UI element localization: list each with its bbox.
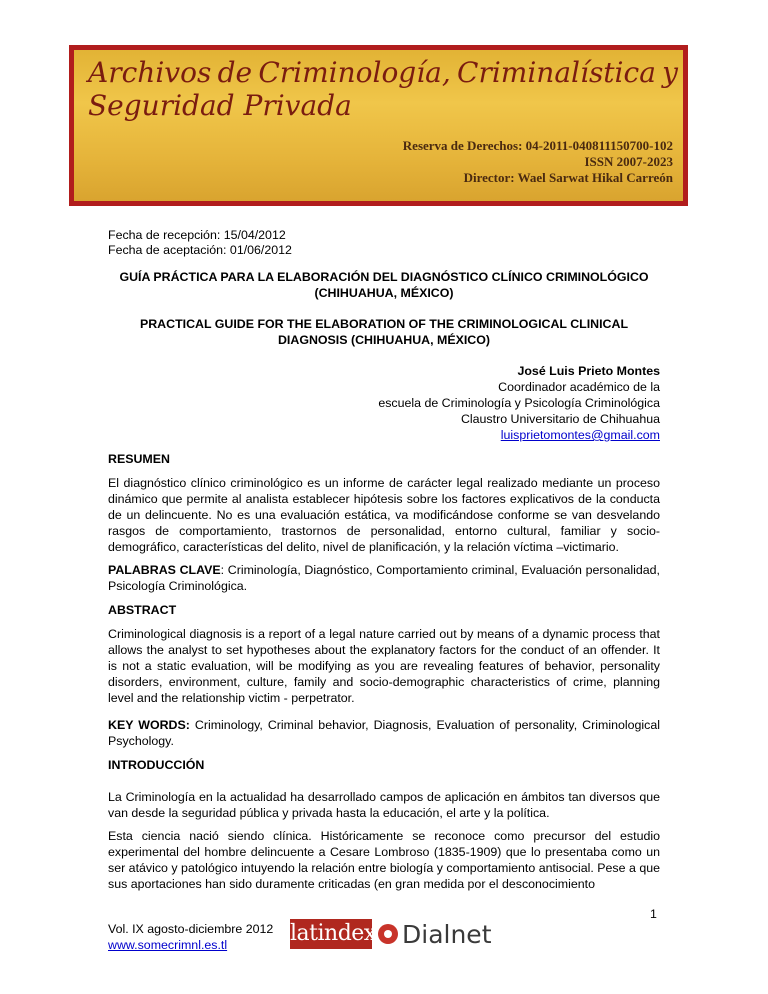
intro-paragraph-1: La Criminología en la actualidad ha desarrollado campos de aplicación en ámbitos tan diversos que van desde la seguridad pública y privada hasta la educación, el arte y la política. <box>108 790 660 820</box>
dialnet-logo-text: Dialnet <box>402 919 492 949</box>
title-en-line1: PRACTICAL GUIDE FOR THE ELABORATION OF THE CRIMINOLOGICAL CLINICAL <box>139 317 629 331</box>
reserva-label: Reserva de Derechos <box>402 138 519 153</box>
author-email-link[interactable]: luisprietomontes@gmail.com <box>500 428 660 442</box>
author-institution: Claustro Universitario de Chihuahua <box>460 412 660 426</box>
resumen-heading: RESUMEN <box>108 452 170 466</box>
key-words-label: KEY WORDS: <box>108 718 190 732</box>
issn: ISSN 2007-2023 <box>584 154 673 169</box>
intro-heading: INTRODUCCIÓN <box>108 758 205 772</box>
title-es-line2: (CHIHUAHUA, MÉXICO) <box>314 286 454 300</box>
resumen-body: El diagnóstico clínico criminológico es un informe de carácter legal realizado mediante un proceso dinámico que permite al analista establecer hipótesis sobre los factores explicativos de la conducta de un delincuente. No es una evaluación estática, va modificándose conforme se van desvelando rasgos de comportamiento, trastornos de personalidad, entorno cultural, familiar y socio-demográfico, características del delito, nivel de planificación, y la relación víctima –victimario. <box>108 476 660 554</box>
date-received: Fecha de recepción: 15/04/2012 <box>108 228 286 242</box>
reserva-value: : 04-2011-040811150700-102 <box>518 138 673 153</box>
footer-volume: Vol. IX agosto-diciembre 2012 <box>108 922 274 936</box>
footer-url-link[interactable]: www.somecrimnl.es.tl <box>108 938 228 952</box>
title-en-line2: DIAGNOSIS (CHIHUAHUA, MÉXICO) <box>277 333 491 347</box>
journal-title <box>88 56 678 122</box>
journal-info <box>403 138 673 186</box>
director-label: Director <box>463 170 511 185</box>
latindex-logo[interactable]: latindex <box>290 919 372 949</box>
palabras-clave-label: PALABRAS CLAVE <box>108 563 221 577</box>
author-role: Coordinador académico de la <box>498 380 660 394</box>
journal-title-word: Criminalística <box>457 56 656 89</box>
page-number: 1 <box>650 907 657 921</box>
date-accepted: Fecha de aceptación: 01/06/2012 <box>108 243 292 257</box>
palabras-clave <box>108 562 660 594</box>
journal-banner <box>69 45 688 206</box>
palabras-clave-text: : Criminología, Diagnóstico, Comportamiento criminal, Evaluación personalidad, Psicología Criminológica. <box>108 563 660 593</box>
title-es-line1: GUÍA PRÁCTICA PARA LA ELABORACIÓN DEL DIAGNÓSTICO CLÍNICO CRIMINOLÓGICO <box>119 270 649 284</box>
dialnet-mark-icon <box>378 924 398 944</box>
journal-title-line2: Seguridad Privada <box>88 89 352 122</box>
journal-title-word: Criminología, <box>258 56 451 89</box>
director-value: : Wael Sarwat Hikal Carreón <box>510 170 673 185</box>
key-words <box>108 717 660 749</box>
journal-title-word: Archivos <box>88 56 212 89</box>
intro-paragraph-2: Esta ciencia nació siendo clínica. Históricamente se reconoce como precursor del estudio experimental del hombre delincuente a Cesare Lombroso (1835-1909) que lo presentaba como un ser atávico y patológico intuyendo la relación entre biología y comportamiento antisocial. Pese a que sus aportaciones han sido duramente criticadas (en gran medida por el desconocimiento <box>108 829 660 891</box>
author-name: José Luis Prieto Montes <box>517 364 660 378</box>
journal-title-word: de <box>217 56 253 89</box>
author-school: escuela de Criminología y Psicología Criminológica <box>378 396 660 410</box>
abstract-heading: ABSTRACT <box>108 603 177 617</box>
dialnet-logo[interactable] <box>378 919 492 949</box>
key-words-text: Criminology, Criminal behavior, Diagnosis, Evaluation of personality, Criminological Psychology. <box>108 718 660 748</box>
abstract-body: Criminological diagnosis is a report of a legal nature carried out by means of a dynamic process that allows the analyst to set hypotheses about the explanatory factors for the conduct of an offender. It is not a static evaluation, will be modifying as you are revealing features of behavior, personality disorders, environment, culture, family and socio-demographic characteristics of crime, planning level and the relationship victim - perpetrator. <box>108 627 660 705</box>
journal-title-word: y <box>662 56 678 89</box>
